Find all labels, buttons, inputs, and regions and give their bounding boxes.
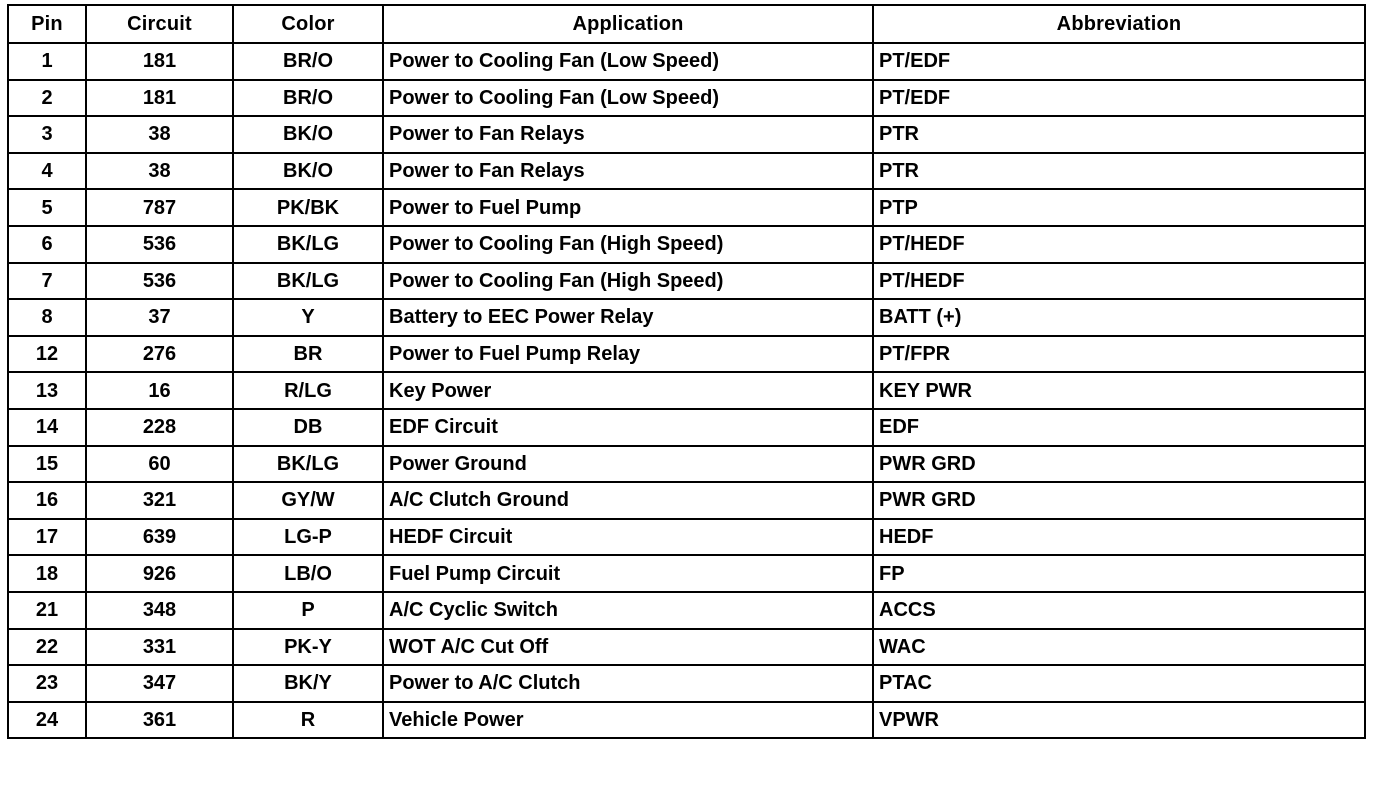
cell-circuit: 38 — [86, 153, 233, 190]
cell-color: BK/LG — [233, 226, 383, 263]
cell-application: Power to Fan Relays — [383, 116, 873, 153]
table-body — [8, 43, 1365, 738]
cell-color: PK/BK — [233, 189, 383, 226]
cell-application: HEDF Circuit — [383, 519, 873, 556]
cell-application: EDF Circuit — [383, 409, 873, 446]
table-row — [8, 263, 1365, 300]
cell-pin: 2 — [8, 80, 86, 117]
cell-circuit: 361 — [86, 702, 233, 739]
cell-circuit: 536 — [86, 226, 233, 263]
cell-color: LG-P — [233, 519, 383, 556]
cell-circuit: 276 — [86, 336, 233, 373]
cell-circuit: 181 — [86, 43, 233, 80]
cell-application: Power Ground — [383, 446, 873, 483]
cell-pin: 22 — [8, 629, 86, 666]
cell-pin: 15 — [8, 446, 86, 483]
cell-circuit: 787 — [86, 189, 233, 226]
cell-abbreviation: EDF — [873, 409, 1365, 446]
cell-application: Fuel Pump Circuit — [383, 555, 873, 592]
header-circuit: Circuit — [86, 5, 233, 43]
cell-circuit: 60 — [86, 446, 233, 483]
cell-pin: 8 — [8, 299, 86, 336]
cell-abbreviation: KEY PWR — [873, 372, 1365, 409]
cell-application: A/C Clutch Ground — [383, 482, 873, 519]
cell-pin: 5 — [8, 189, 86, 226]
cell-application: Battery to EEC Power Relay — [383, 299, 873, 336]
cell-abbreviation: HEDF — [873, 519, 1365, 556]
cell-abbreviation: WAC — [873, 629, 1365, 666]
cell-pin: 1 — [8, 43, 86, 80]
cell-application: Power to Cooling Fan (Low Speed) — [383, 80, 873, 117]
cell-pin: 24 — [8, 702, 86, 739]
cell-circuit: 37 — [86, 299, 233, 336]
header-application: Application — [383, 5, 873, 43]
cell-color: BR/O — [233, 80, 383, 117]
cell-pin: 3 — [8, 116, 86, 153]
cell-color: P — [233, 592, 383, 629]
table-row — [8, 446, 1365, 483]
cell-color: R — [233, 702, 383, 739]
header-pin: Pin — [8, 5, 86, 43]
cell-pin: 16 — [8, 482, 86, 519]
cell-circuit: 321 — [86, 482, 233, 519]
table-row — [8, 555, 1365, 592]
pin-circuit-table — [7, 4, 1366, 739]
cell-color: BK/O — [233, 153, 383, 190]
cell-pin: 13 — [8, 372, 86, 409]
cell-pin: 6 — [8, 226, 86, 263]
table-row — [8, 43, 1365, 80]
cell-abbreviation: FP — [873, 555, 1365, 592]
cell-application: Power to Fan Relays — [383, 153, 873, 190]
cell-color: BK/LG — [233, 446, 383, 483]
cell-circuit: 536 — [86, 263, 233, 300]
table-row — [8, 629, 1365, 666]
cell-application: Vehicle Power — [383, 702, 873, 739]
header-abbreviation: Abbreviation — [873, 5, 1365, 43]
cell-circuit: 639 — [86, 519, 233, 556]
cell-abbreviation: PWR GRD — [873, 446, 1365, 483]
cell-pin: 7 — [8, 263, 86, 300]
cell-application: Power to Fuel Pump Relay — [383, 336, 873, 373]
cell-abbreviation: PT/HEDF — [873, 263, 1365, 300]
cell-abbreviation: VPWR — [873, 702, 1365, 739]
cell-application: Power to A/C Clutch — [383, 665, 873, 702]
cell-abbreviation: ACCS — [873, 592, 1365, 629]
cell-color: DB — [233, 409, 383, 446]
table-row — [8, 592, 1365, 629]
table-row — [8, 519, 1365, 556]
cell-abbreviation: PT/EDF — [873, 80, 1365, 117]
cell-abbreviation: PT/FPR — [873, 336, 1365, 373]
header-color: Color — [233, 5, 383, 43]
cell-abbreviation: PTAC — [873, 665, 1365, 702]
cell-circuit: 38 — [86, 116, 233, 153]
table-row — [8, 226, 1365, 263]
cell-application: Power to Cooling Fan (High Speed) — [383, 226, 873, 263]
cell-application: A/C Cyclic Switch — [383, 592, 873, 629]
cell-circuit: 347 — [86, 665, 233, 702]
cell-color: BR — [233, 336, 383, 373]
cell-circuit: 348 — [86, 592, 233, 629]
cell-abbreviation: PWR GRD — [873, 482, 1365, 519]
cell-abbreviation: PTR — [873, 153, 1365, 190]
cell-pin: 4 — [8, 153, 86, 190]
table-row — [8, 153, 1365, 190]
table-row — [8, 299, 1365, 336]
cell-color: BK/LG — [233, 263, 383, 300]
cell-application: Key Power — [383, 372, 873, 409]
cell-pin: 18 — [8, 555, 86, 592]
cell-color: LB/O — [233, 555, 383, 592]
table-row — [8, 116, 1365, 153]
table-row — [8, 189, 1365, 226]
cell-pin: 21 — [8, 592, 86, 629]
cell-application: Power to Cooling Fan (High Speed) — [383, 263, 873, 300]
table-row — [8, 482, 1365, 519]
cell-color: BK/Y — [233, 665, 383, 702]
cell-pin: 12 — [8, 336, 86, 373]
table-row — [8, 372, 1365, 409]
table-row — [8, 409, 1365, 446]
table-row — [8, 665, 1365, 702]
table-row — [8, 702, 1365, 739]
cell-color: Y — [233, 299, 383, 336]
cell-application: WOT A/C Cut Off — [383, 629, 873, 666]
cell-pin: 14 — [8, 409, 86, 446]
cell-application: Power to Fuel Pump — [383, 189, 873, 226]
table-header-row — [8, 5, 1365, 43]
cell-abbreviation: PTP — [873, 189, 1365, 226]
cell-pin: 17 — [8, 519, 86, 556]
cell-circuit: 926 — [86, 555, 233, 592]
cell-circuit: 181 — [86, 80, 233, 117]
cell-color: GY/W — [233, 482, 383, 519]
cell-abbreviation: BATT (+) — [873, 299, 1365, 336]
cell-circuit: 331 — [86, 629, 233, 666]
cell-abbreviation: PT/EDF — [873, 43, 1365, 80]
cell-circuit: 228 — [86, 409, 233, 446]
cell-circuit: 16 — [86, 372, 233, 409]
cell-color: BK/O — [233, 116, 383, 153]
cell-abbreviation: PT/HEDF — [873, 226, 1365, 263]
table-row — [8, 80, 1365, 117]
cell-application: Power to Cooling Fan (Low Speed) — [383, 43, 873, 80]
cell-abbreviation: PTR — [873, 116, 1365, 153]
cell-pin: 23 — [8, 665, 86, 702]
cell-color: PK-Y — [233, 629, 383, 666]
cell-color: BR/O — [233, 43, 383, 80]
cell-color: R/LG — [233, 372, 383, 409]
table-row — [8, 336, 1365, 373]
